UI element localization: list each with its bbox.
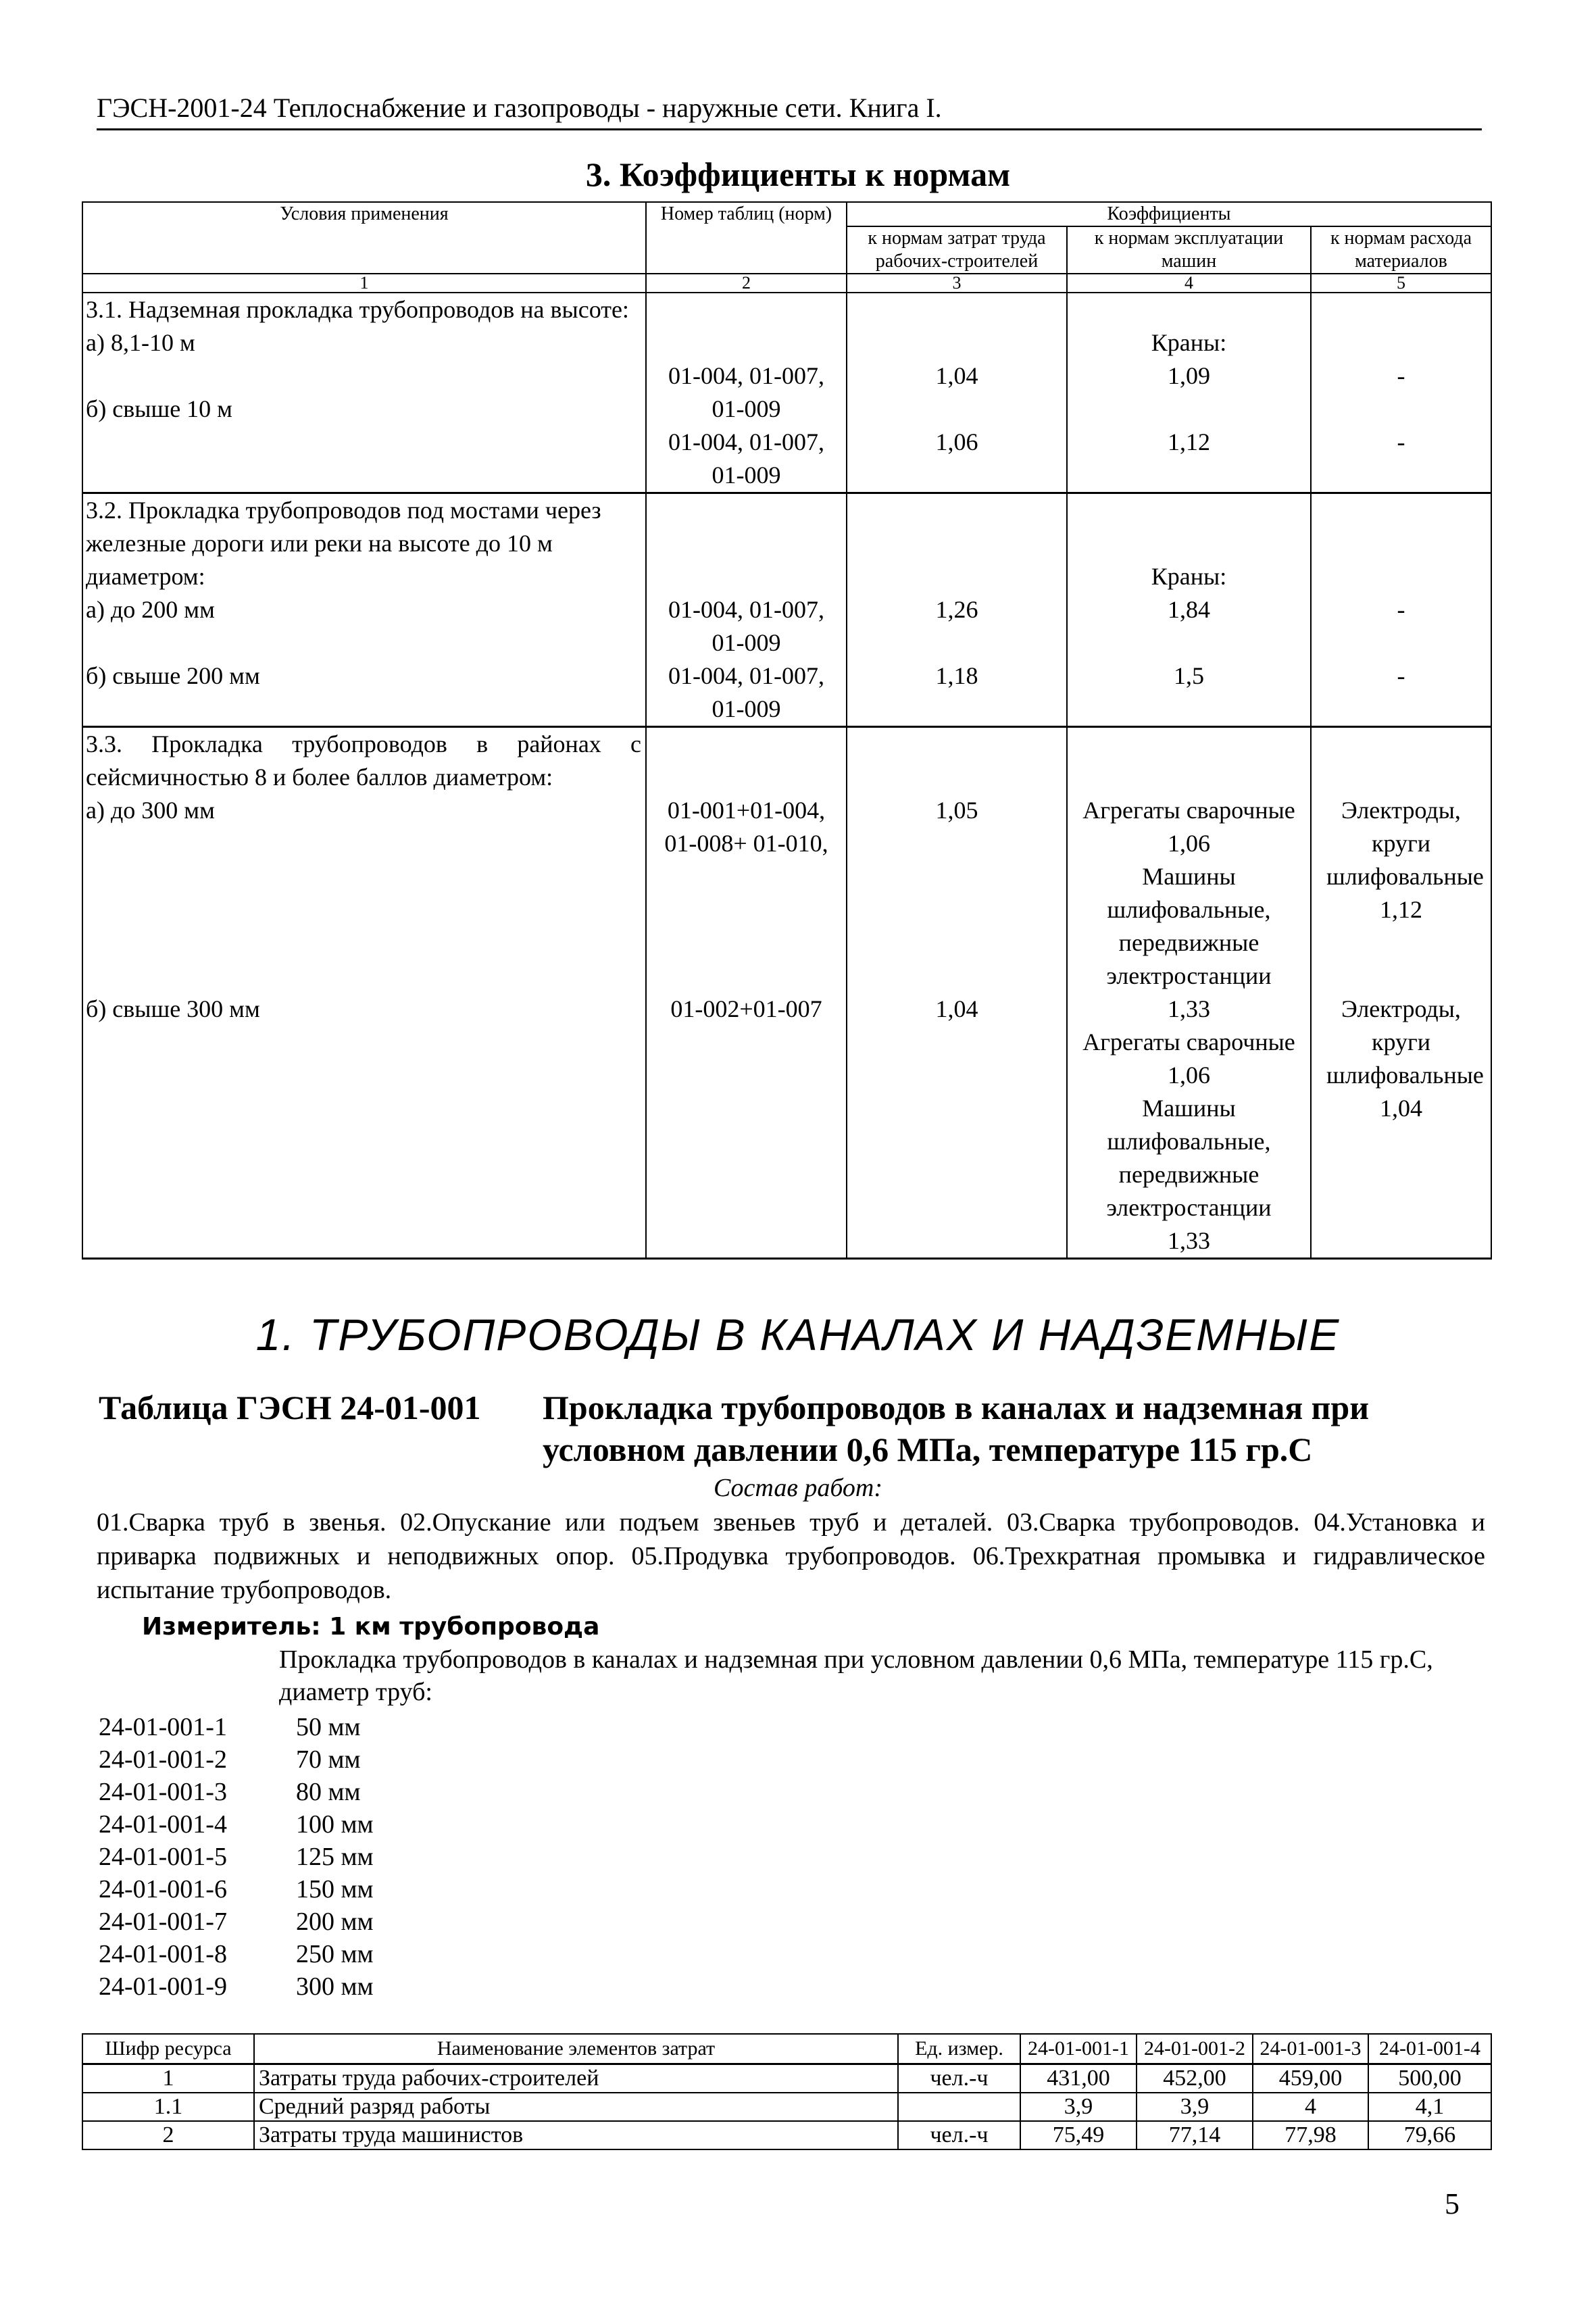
unit: чел.-ч <box>898 2064 1020 2093</box>
group-title: 3.2. Прокладка трубопроводов под мостами через железные дороги или реки на высоте до 10 м диаметром: <box>86 497 601 590</box>
value-cell: 77,14 <box>1137 2121 1253 2149</box>
header-machines: к нормам эксплуатации машин <box>1067 226 1311 274</box>
condition-label: б) свыше 200 мм <box>86 662 260 689</box>
table-row <box>82 2064 1491 2093</box>
unit: чел.-ч <box>898 2121 1020 2149</box>
norm-diameter: 50 мм <box>296 1713 361 1741</box>
value-cell: 3,9 <box>1137 2093 1253 2121</box>
labor-coef: 1,18 <box>935 662 978 689</box>
tables-cell <box>646 493 847 727</box>
labor-coef: 1,26 <box>935 596 978 623</box>
header-norm-code: 24-01-001-4 <box>1368 2034 1491 2064</box>
section-title: 3. Коэффициенты к нормам <box>585 155 1011 193</box>
header-element-name: Наименование элементов затрат <box>254 2034 898 2064</box>
col-number: 3 <box>847 274 1067 293</box>
header-norm-code: 24-01-001-3 <box>1253 2034 1368 2064</box>
machine-type: Машины шлифовальные, передвижные электростанции <box>1106 863 1272 989</box>
norm-diameter: 250 мм <box>296 1940 374 1968</box>
labor-coef: 1,05 <box>935 797 978 824</box>
resources-table <box>82 2033 1492 2150</box>
table-numbers: 01-004, 01-007, 01-009 <box>668 596 824 656</box>
norm-code: 24-01-001-4 <box>99 1810 227 1839</box>
value-cell: 500,00 <box>1368 2064 1491 2093</box>
table-label: Таблица ГЭСН 24-01-001 <box>99 1389 481 1426</box>
norm-diameter: 100 мм <box>296 1810 374 1839</box>
machines-cell <box>1067 727 1311 1259</box>
list-item <box>99 1743 374 1776</box>
table-numbers: 01-008+ 01-010, <box>664 830 828 857</box>
labor-cell <box>847 727 1067 1259</box>
labor-coef: 1,04 <box>935 995 978 1022</box>
value-cell: 459,00 <box>1253 2064 1368 2093</box>
conditions-cell <box>82 493 646 727</box>
machine-coef: 1,09 <box>1168 362 1210 389</box>
meter: Измеритель: 1 км трубопровода <box>142 1613 600 1641</box>
machine-coef: 1,33 <box>1168 1227 1210 1254</box>
page-number: 5 <box>1445 2187 1460 2220</box>
conditions-cell <box>82 727 646 1259</box>
condition-label: б) свыше 300 мм <box>86 995 260 1022</box>
materials-coef: - <box>1397 662 1405 689</box>
header-norm-code: 24-01-001-1 <box>1020 2034 1137 2064</box>
machine-coef: 1,06 <box>1168 1062 1210 1089</box>
conditions-cell <box>82 293 646 493</box>
header-coefficients: Коэффициенты <box>847 202 1491 226</box>
machine-coef: 1,06 <box>1168 830 1210 857</box>
table-numbers: 01-004, 01-007, 01-009 <box>668 662 824 722</box>
list-item <box>99 1711 374 1743</box>
works-text: 01.Сварка труб в звенья. 02.Опускание или подъем звеньев труб и деталей. 03.Сварка трубопроводов. 04.Установка и приварка подвижных и неподвижных опор. 05.Продувка трубопроводов. 06.Трехкратная промывка и гидравлическое испытание трубопроводов. <box>97 1508 1485 1604</box>
materials-coef: - <box>1397 362 1405 389</box>
works-title: Состав работ: <box>713 1474 883 1502</box>
header-conditions: Условия применения <box>82 202 646 274</box>
machines-cell <box>1067 293 1311 493</box>
norm-diameter: 300 мм <box>296 1972 374 2001</box>
col-number: 5 <box>1311 274 1491 293</box>
condition-label: а) до 300 мм <box>86 797 215 824</box>
norm-code: 24-01-001-7 <box>99 1908 227 1936</box>
labor-cell <box>847 293 1067 493</box>
resource-code: 1 <box>82 2064 254 2093</box>
element-name: Затраты труда рабочих-строителей <box>254 2064 898 2093</box>
running-header: ГЭСН-2001-24 Теплоснабжение и газопроводы - наружные сети. Книга I. <box>97 92 1482 130</box>
norm-diameter: 80 мм <box>296 1778 361 1806</box>
resource-code: 2 <box>82 2121 254 2149</box>
header-norm-code: 24-01-001-2 <box>1137 2034 1253 2064</box>
coef-group-3-3 <box>82 727 1491 1259</box>
table-numbers: 01-001+01-004, <box>667 797 826 824</box>
table-name: Прокладка трубопроводов в каналах и надземная при условном давлении 0,6 МПа, температуре 115 гр.С <box>543 1389 1370 1468</box>
tables-cell <box>646 727 847 1259</box>
resource-code: 1.1 <box>82 2093 254 2121</box>
machine-coef: 1,5 <box>1174 662 1204 689</box>
header-materials: к нормам расхода материалов <box>1311 226 1491 274</box>
machine-type: Агрегаты сварочные <box>1082 797 1295 824</box>
value-cell: 431,00 <box>1020 2064 1137 2093</box>
condition-label: а) 8,1-10 м <box>86 329 195 356</box>
value-cell: 3,9 <box>1020 2093 1137 2121</box>
list-item <box>99 1970 374 2003</box>
col-number: 4 <box>1067 274 1311 293</box>
norm-diameter: 125 мм <box>296 1843 374 1871</box>
chapter-title: 1. ТРУБОПРОВОДЫ В КАНАЛАХ И НАДЗЕМНЫЕ <box>255 1310 1341 1360</box>
norm-code: 24-01-001-3 <box>99 1778 227 1806</box>
value-cell: 77,98 <box>1253 2121 1368 2149</box>
table-numbers: 01-004, 01-007, 01-009 <box>668 428 824 489</box>
value-cell: 452,00 <box>1137 2064 1253 2093</box>
materials-coef: 1,04 <box>1380 1095 1422 1122</box>
col-number: 1 <box>82 274 646 293</box>
norm-code: 24-01-001-5 <box>99 1843 227 1871</box>
condition-label: б) свыше 10 м <box>86 395 232 422</box>
table-numbers: 01-002+01-007 <box>670 995 822 1022</box>
labor-coef: 1,06 <box>935 428 978 455</box>
group-title: 3.3. Прокладка трубопроводов в районах с сейсмичностью 8 и более баллов диаметром: <box>86 730 641 791</box>
materials-cell <box>1311 727 1491 1259</box>
machine-label: Краны: <box>1151 563 1227 590</box>
norm-code: 24-01-001-8 <box>99 1940 227 1968</box>
unit <box>898 2093 1020 2121</box>
materials-coef: - <box>1397 596 1405 623</box>
value-cell: 4 <box>1253 2093 1368 2121</box>
list-item <box>99 1841 374 1873</box>
col-number: 2 <box>646 274 847 293</box>
list-item <box>99 1776 374 1808</box>
value-cell: 75,49 <box>1020 2121 1137 2149</box>
norm-diameter: 150 мм <box>296 1875 374 1903</box>
machine-type: Машины шлифовальные, передвижные электростанции <box>1106 1095 1272 1221</box>
list-item <box>99 1938 374 1970</box>
machine-type: Агрегаты сварочные <box>1082 1028 1295 1055</box>
condition-label: а) до 200 мм <box>86 596 215 623</box>
element-name: Затраты труда машинистов <box>254 2121 898 2149</box>
materials-cell <box>1311 293 1491 493</box>
header-resource-code: Шифр ресурса <box>82 2034 254 2064</box>
list-item <box>99 1906 374 1938</box>
norm-diameter: 70 мм <box>296 1745 361 1774</box>
machine-label: Краны: <box>1151 329 1227 356</box>
material-type: Электроды, круги шлифовальные <box>1326 797 1484 890</box>
table-numbers: 01-004, 01-007, 01-009 <box>668 362 824 422</box>
machines-cell <box>1067 493 1311 727</box>
norm-code: 24-01-001-6 <box>99 1875 227 1903</box>
material-type: Электроды, круги шлифовальные <box>1326 995 1484 1089</box>
value-cell: 79,66 <box>1368 2121 1491 2149</box>
tables-cell <box>646 293 847 493</box>
machine-coef: 1,33 <box>1168 995 1210 1022</box>
labor-coef: 1,04 <box>935 362 978 389</box>
list-item <box>99 1808 374 1841</box>
materials-cell <box>1311 493 1491 727</box>
materials-coef: - <box>1397 428 1405 455</box>
header-table-no: Номер таблиц (норм) <box>646 202 847 274</box>
norm-code: 24-01-001-2 <box>99 1745 227 1774</box>
table-row <box>82 2121 1491 2149</box>
group-title: 3.1. Надземная прокладка трубопроводов на высоте: <box>86 296 629 323</box>
machine-coef: 1,12 <box>1168 428 1210 455</box>
table-row <box>82 2093 1491 2121</box>
header-unit: Ед. измер. <box>898 2034 1020 2064</box>
coef-group-3-2 <box>82 493 1491 727</box>
norm-code: 24-01-001-1 <box>99 1713 227 1741</box>
norm-code: 24-01-001-9 <box>99 1972 227 2001</box>
coef-group-3-1 <box>82 293 1491 493</box>
machine-coef: 1,84 <box>1168 596 1210 623</box>
header-labor: к нормам затрат труда рабочих-строителей <box>847 226 1067 274</box>
materials-coef: 1,12 <box>1380 896 1422 923</box>
norm-description: Прокладка трубопроводов в каналах и надземная при условном давлении 0,6 МПа, температуре 115 гр.С, диаметр труб: <box>279 1645 1433 1706</box>
element-name: Средний разряд работы <box>254 2093 898 2121</box>
norm-diameter: 200 мм <box>296 1908 374 1936</box>
coefficients-table <box>82 201 1492 1260</box>
norm-codes-list <box>99 1711 374 2003</box>
list-item <box>99 1873 374 1906</box>
labor-cell <box>847 493 1067 727</box>
value-cell: 4,1 <box>1368 2093 1491 2121</box>
